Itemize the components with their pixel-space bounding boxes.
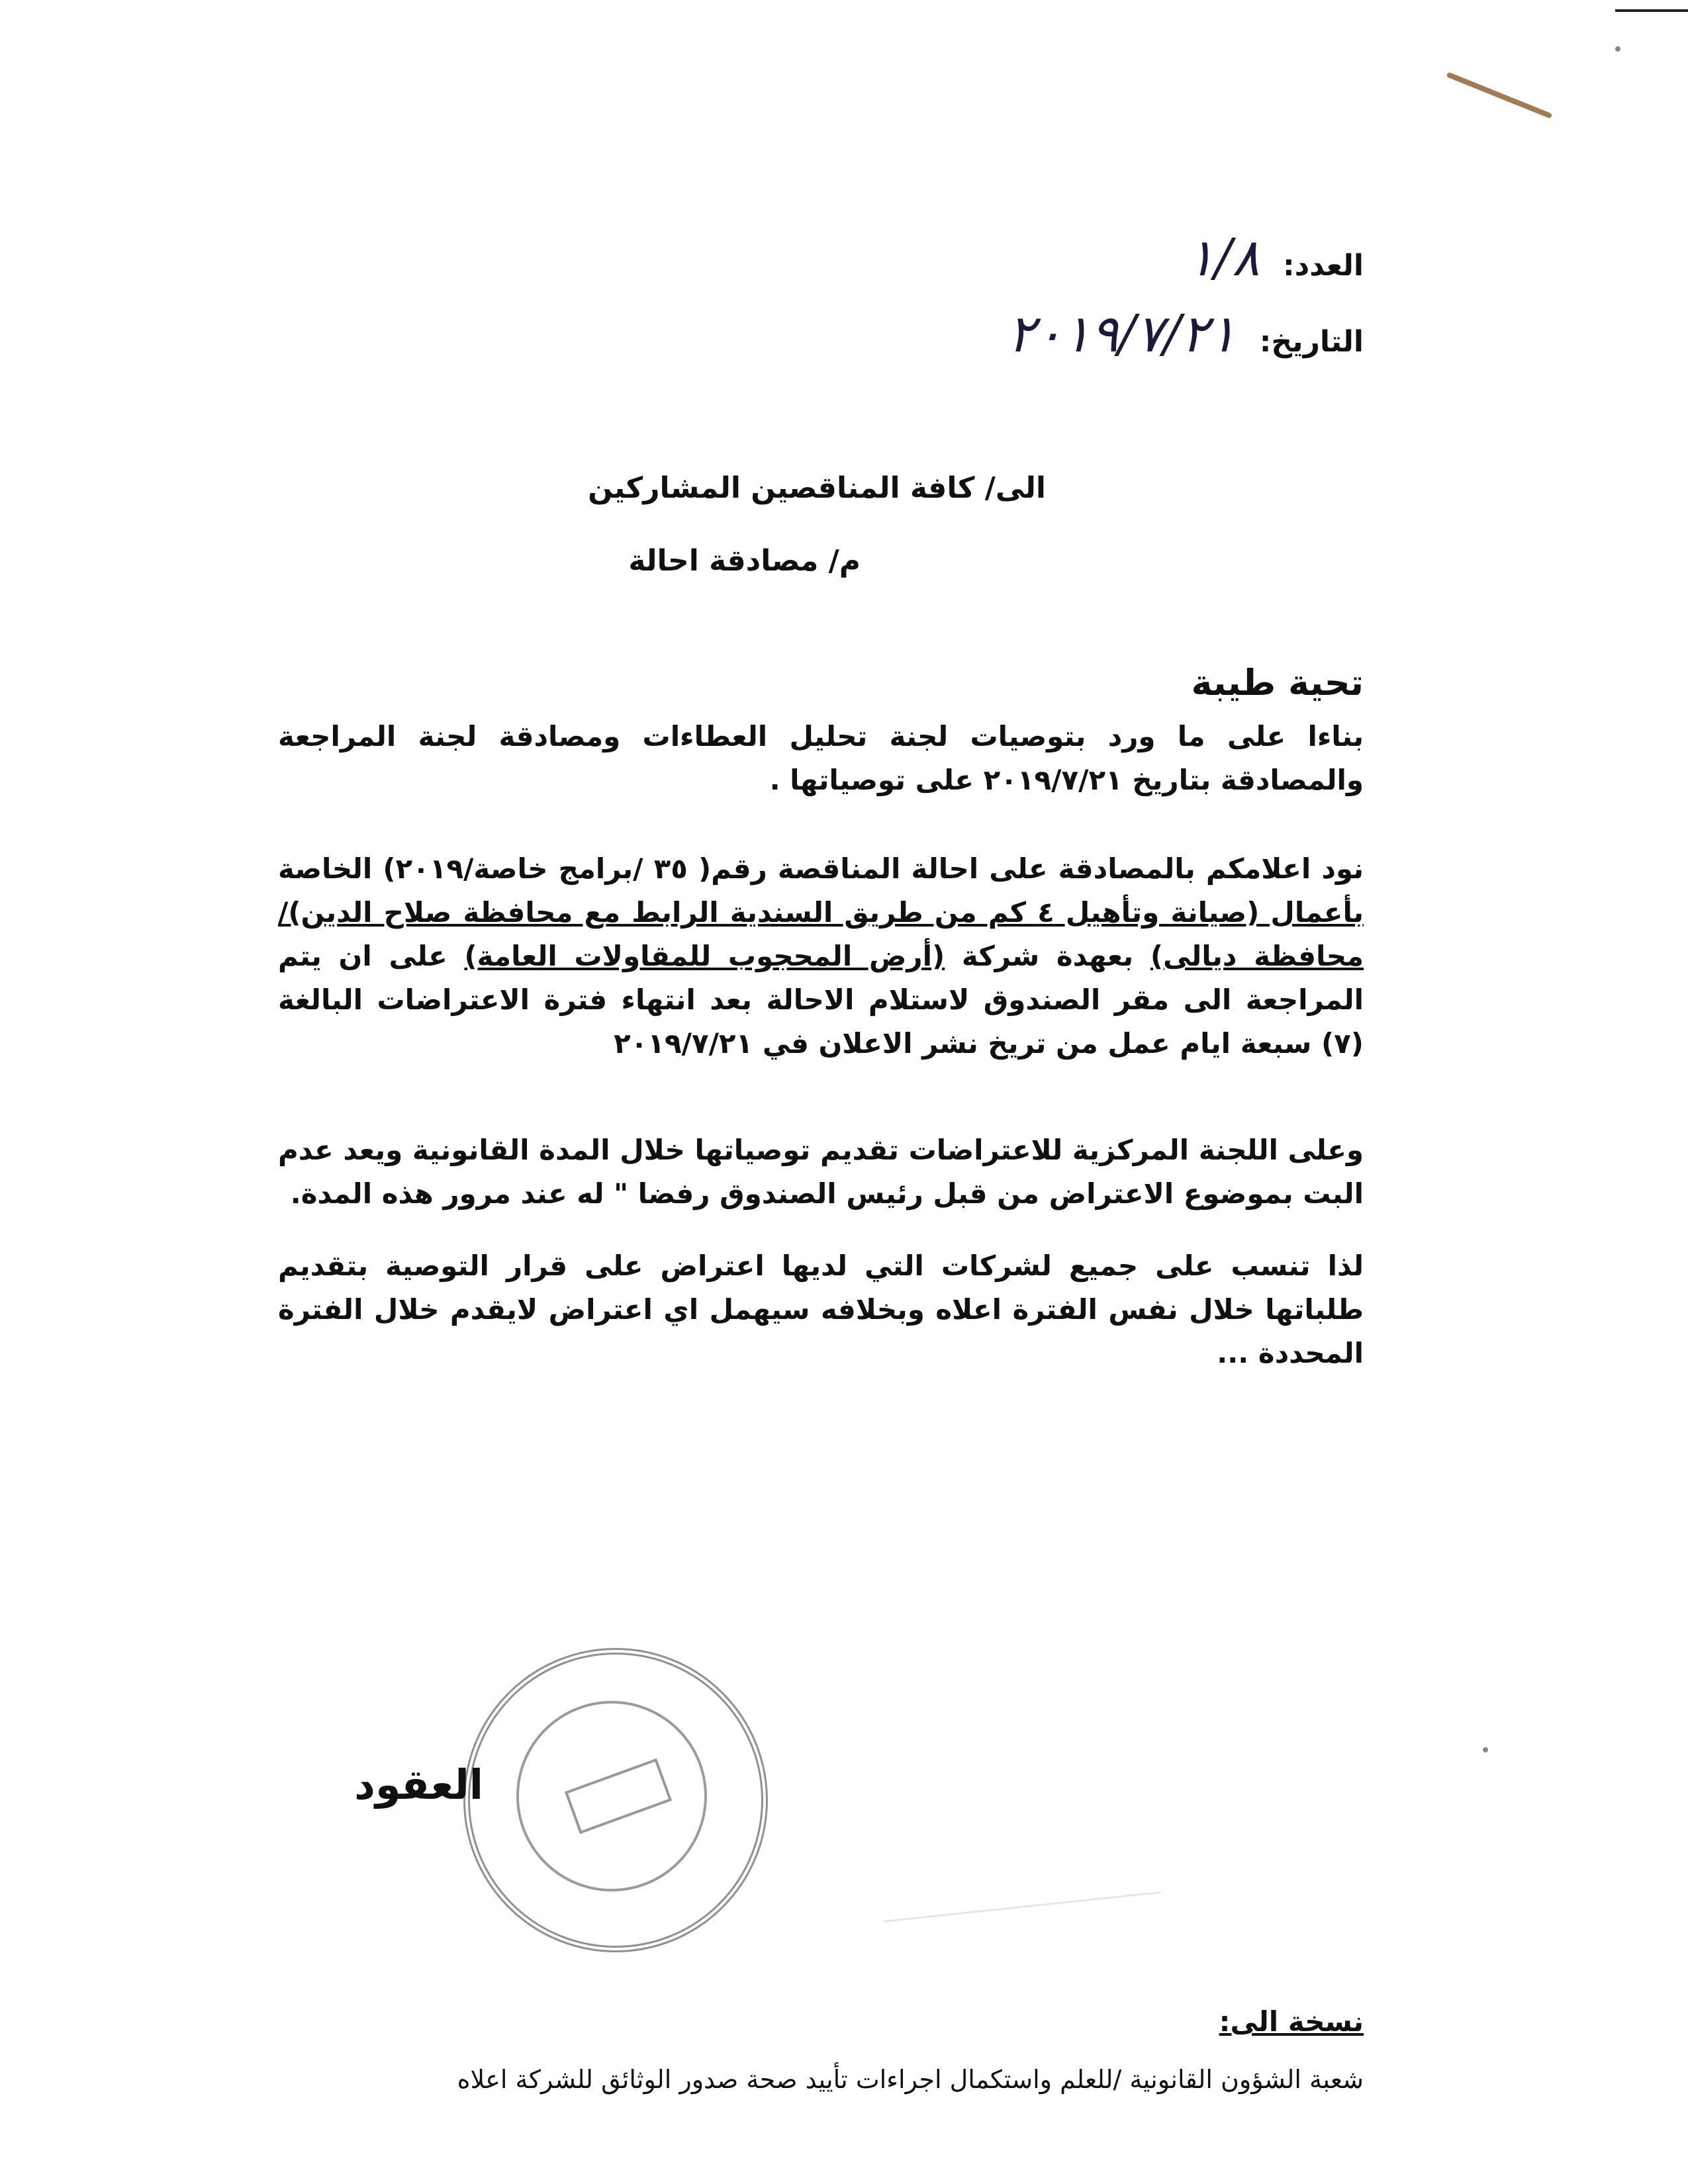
scan-dot bbox=[1483, 1747, 1488, 1752]
paragraph-recommendation: بناءا على ما ورد بتوصيات لجنة تحليل العطاءات ومصادقة لجنة المراجعة والمصادقة بتاريخ ٢٠١٩/٧/٢١ على توصياتها . bbox=[278, 720, 1364, 796]
scan-edge-line bbox=[1615, 9, 1688, 12]
paragraph-award-part3: بعهدة شركة bbox=[961, 940, 1134, 972]
faint-signature-bleed bbox=[878, 1839, 1160, 1922]
paragraph-award-project: بأعمال (صيانة وتأهيل ٤ كم من طريق السندية الرابط مع محافظة صلاح الدين)/محافظة ديالى) bbox=[278, 896, 1364, 972]
signatory-department: العقود bbox=[354, 1760, 483, 1809]
subject: م/ مصادقة احالة bbox=[628, 544, 861, 578]
scan-dot bbox=[1615, 46, 1620, 52]
recipient: الى/ كافة المناقصين المشاركين bbox=[588, 471, 1046, 505]
scan-pen-mark bbox=[1446, 71, 1553, 118]
paragraph-award-company: (أرض المحجوب للمقاولات العامة) bbox=[464, 940, 945, 972]
copy-to-label: نسخة الى: bbox=[1219, 2005, 1364, 2038]
document-number bbox=[768, 228, 1364, 288]
paragraph-objections-deadline: لذا تنسب على جميع لشركات التي لديها اعتراض على قرار التوصية بتقديم طلباتها خلال نفس الفترة اعلاه وبخلافه سيهمل اي اعتراض لايقدم خلال الفترة المحددة ... bbox=[278, 1250, 1364, 1369]
paragraph-objections-committee: وعلى اللجنة المركزية للاعتراضات تقديم توصياتها خلال المدة القانونية ويعد عدم البت بموضوع الاعتراض من قبل رئيس الصندوق رفضا " له عند مرور هذه المدة. bbox=[278, 1134, 1364, 1210]
greeting: تحية طيبة bbox=[1191, 662, 1364, 704]
date-value-handwritten: ٢٠١٩/٧/٢١ bbox=[1007, 304, 1237, 364]
official-stamp bbox=[463, 1648, 768, 1952]
document-date bbox=[635, 304, 1364, 364]
stamp-inner-box bbox=[565, 1758, 672, 1835]
paragraph-award-notice bbox=[278, 847, 1364, 1066]
copy-to-line: شعبة الشؤون القانونية /للعلم واستكمال اجراءات تأييد صحة صدور الوثائق للشركة اعلاه bbox=[457, 2065, 1364, 2094]
paragraph-award-part5: على ان يتم المراجعة الى مقر الصندوق لاستلام الاحالة بعد انتهاء فترة الاعتراضات البالغة (٧) سبعة ايام عمل من تريخ نشر الاعلان في ٢٠١٩/٧/٢١ bbox=[278, 940, 1364, 1060]
number-label: العدد: bbox=[1282, 249, 1364, 283]
paragraph-award-part1: نود اعلامكم بالمصادقة على احالة المناقصة رقم( ٣٥ /برامج خاصة/٢٠١٩) الخاصة bbox=[278, 852, 1364, 885]
number-value-handwritten: ١/٨ bbox=[1186, 228, 1260, 288]
date-label: التاريخ: bbox=[1259, 325, 1364, 359]
